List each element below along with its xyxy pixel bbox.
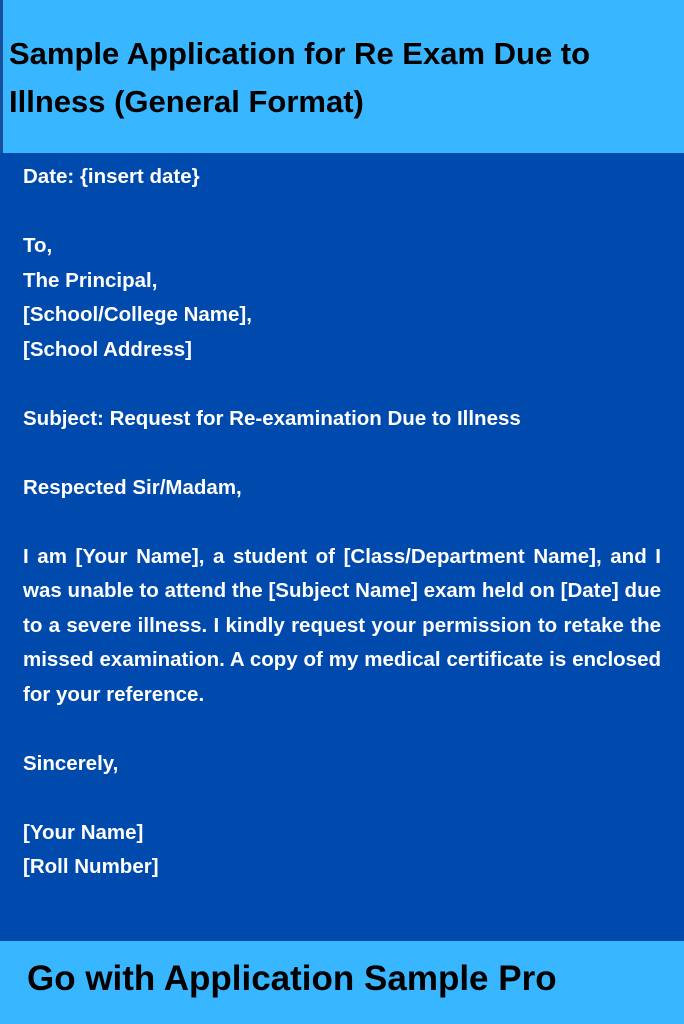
date-line: Date: {insert date} <box>23 165 200 188</box>
signature-roll-number: [Roll Number] <box>23 855 159 878</box>
spacer <box>23 781 661 816</box>
header-banner <box>0 0 684 153</box>
letter-body <box>23 160 661 885</box>
body-paragraph: I am [Your Name], a student of [Class/Department Name], and I was unable to attend the [Subject Name] exam held on [Date] due to a severe illness. I kindly request your permission to retake the missed examination. A copy of my medical certificate is enclosed for your reference. <box>23 544 661 706</box>
spacer <box>23 195 661 230</box>
spacer <box>23 436 661 471</box>
recipient-school-name: [School/College Name], <box>23 303 252 326</box>
footer-banner <box>0 941 684 1024</box>
recipient-title: The Principal, <box>23 268 158 292</box>
spacer <box>23 712 661 747</box>
recipient-school-address: [School Address] <box>23 337 192 361</box>
salutation: Respected Sir/Madam, <box>23 475 242 499</box>
recipient-to: To, <box>23 234 53 257</box>
closing: Sincerely, <box>23 751 119 775</box>
page-title: Sample Application for Re Exam Due to Illness (General Format) <box>9 36 591 119</box>
subject-line: Subject: Request for Re-examination Due to Illness <box>23 406 521 430</box>
signature-name: [Your Name] <box>23 820 144 844</box>
spacer <box>23 505 661 540</box>
footer-brand-text: Go with Application Sample Pro <box>27 959 557 998</box>
spacer <box>23 367 661 402</box>
